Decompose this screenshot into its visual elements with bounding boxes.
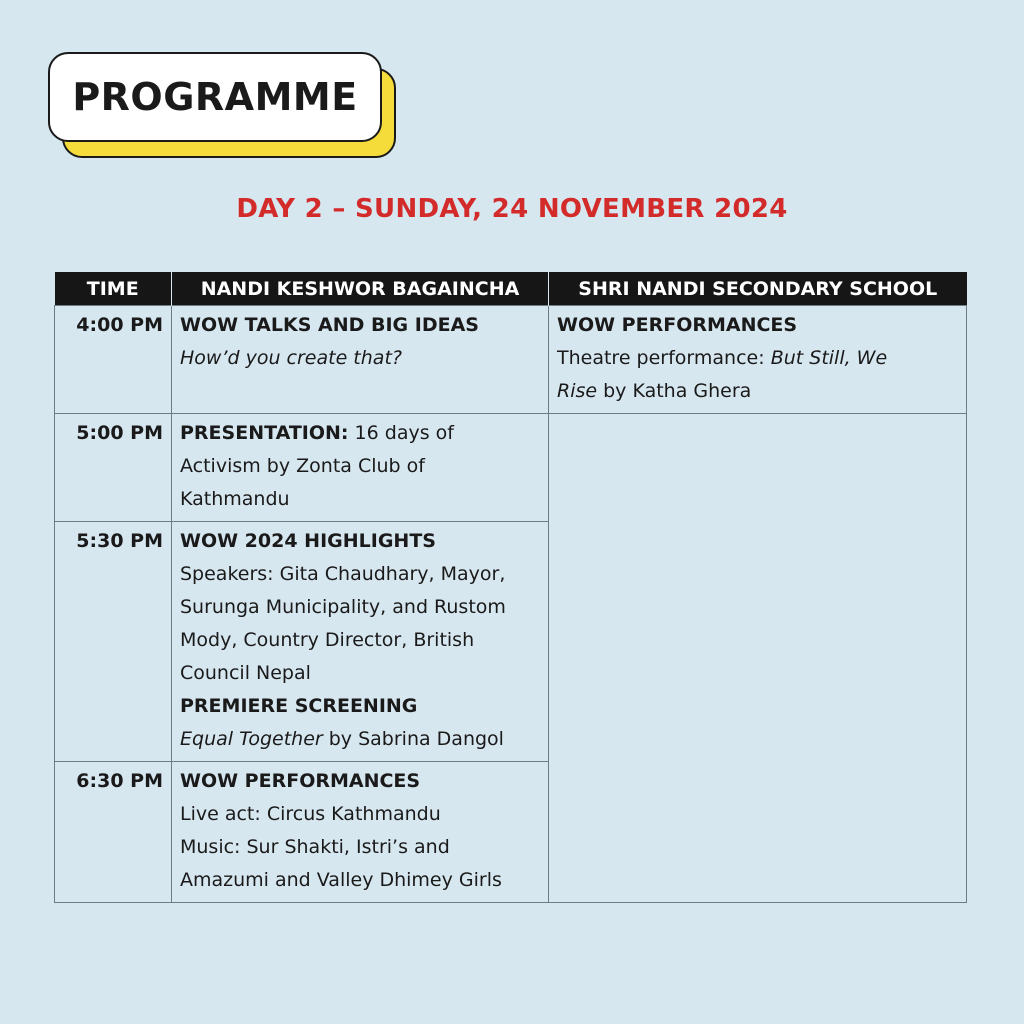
event-text: Surunga Municipality, and Rustom: [180, 596, 506, 618]
event-title: WOW 2024 HIGHLIGHTS: [180, 530, 436, 552]
event-work-title: But Still, We: [770, 347, 888, 369]
event-text: Live act: Circus Kathmandu: [180, 803, 441, 825]
event-title: PREMIERE SCREENING: [180, 695, 418, 717]
header-venue-2: SHRI NANDI SECONDARY SCHOOL: [549, 272, 967, 306]
event-text: Mody, Country Director, British: [180, 629, 475, 651]
event-work-title: Rise: [557, 380, 598, 402]
event-text: by Katha Ghera: [597, 380, 752, 402]
venue-1-cell: [172, 522, 549, 762]
event-text: Council Nepal: [180, 662, 311, 684]
event-title: PRESENTATION:: [180, 422, 349, 444]
event-work-title: Equal Together: [180, 728, 323, 750]
event-text: by Sabrina Dangol: [322, 728, 504, 750]
event-subtitle: How’d you create that?: [180, 347, 402, 369]
venue-2-empty-cell: [549, 414, 967, 903]
header-row: [55, 272, 967, 306]
event-text: 16 days of: [348, 422, 454, 444]
event-title: WOW TALKS AND BIG IDEAS: [180, 314, 479, 336]
event-text: Kathmandu: [180, 488, 290, 510]
event-text: Amazumi and Valley Dhimey Girls: [180, 869, 502, 891]
schedule-table: [54, 272, 967, 903]
event-text: Speakers: Gita Chaudhary, Mayor,: [180, 563, 506, 585]
time-cell: 5:30 PM: [55, 522, 172, 762]
venue-1-cell: [172, 306, 549, 414]
time-cell: 4:00 PM: [55, 306, 172, 414]
day-title: DAY 2 – SUNDAY, 24 NOVEMBER 2024: [236, 194, 788, 224]
table-row: [55, 306, 967, 414]
programme-badge: [48, 52, 394, 158]
event-text: Music: Sur Shakti, Istri’s and: [180, 836, 450, 858]
event-text: Theatre performance:: [557, 347, 771, 369]
header-venue-1: NANDI KESHWOR BAGAINCHA: [172, 272, 549, 306]
venue-2-cell: [549, 306, 967, 414]
programme-title: PROGRAMME: [48, 52, 382, 142]
event-title: WOW PERFORMANCES: [557, 314, 798, 336]
venue-1-cell: [172, 414, 549, 522]
time-cell: 5:00 PM: [55, 414, 172, 522]
event-title: WOW PERFORMANCES: [180, 770, 421, 792]
venue-1-cell: [172, 762, 549, 903]
table-row: [55, 414, 967, 522]
time-cell: 6:30 PM: [55, 762, 172, 903]
event-text: Activism by Zonta Club of: [180, 455, 425, 477]
header-time: TIME: [55, 272, 172, 306]
